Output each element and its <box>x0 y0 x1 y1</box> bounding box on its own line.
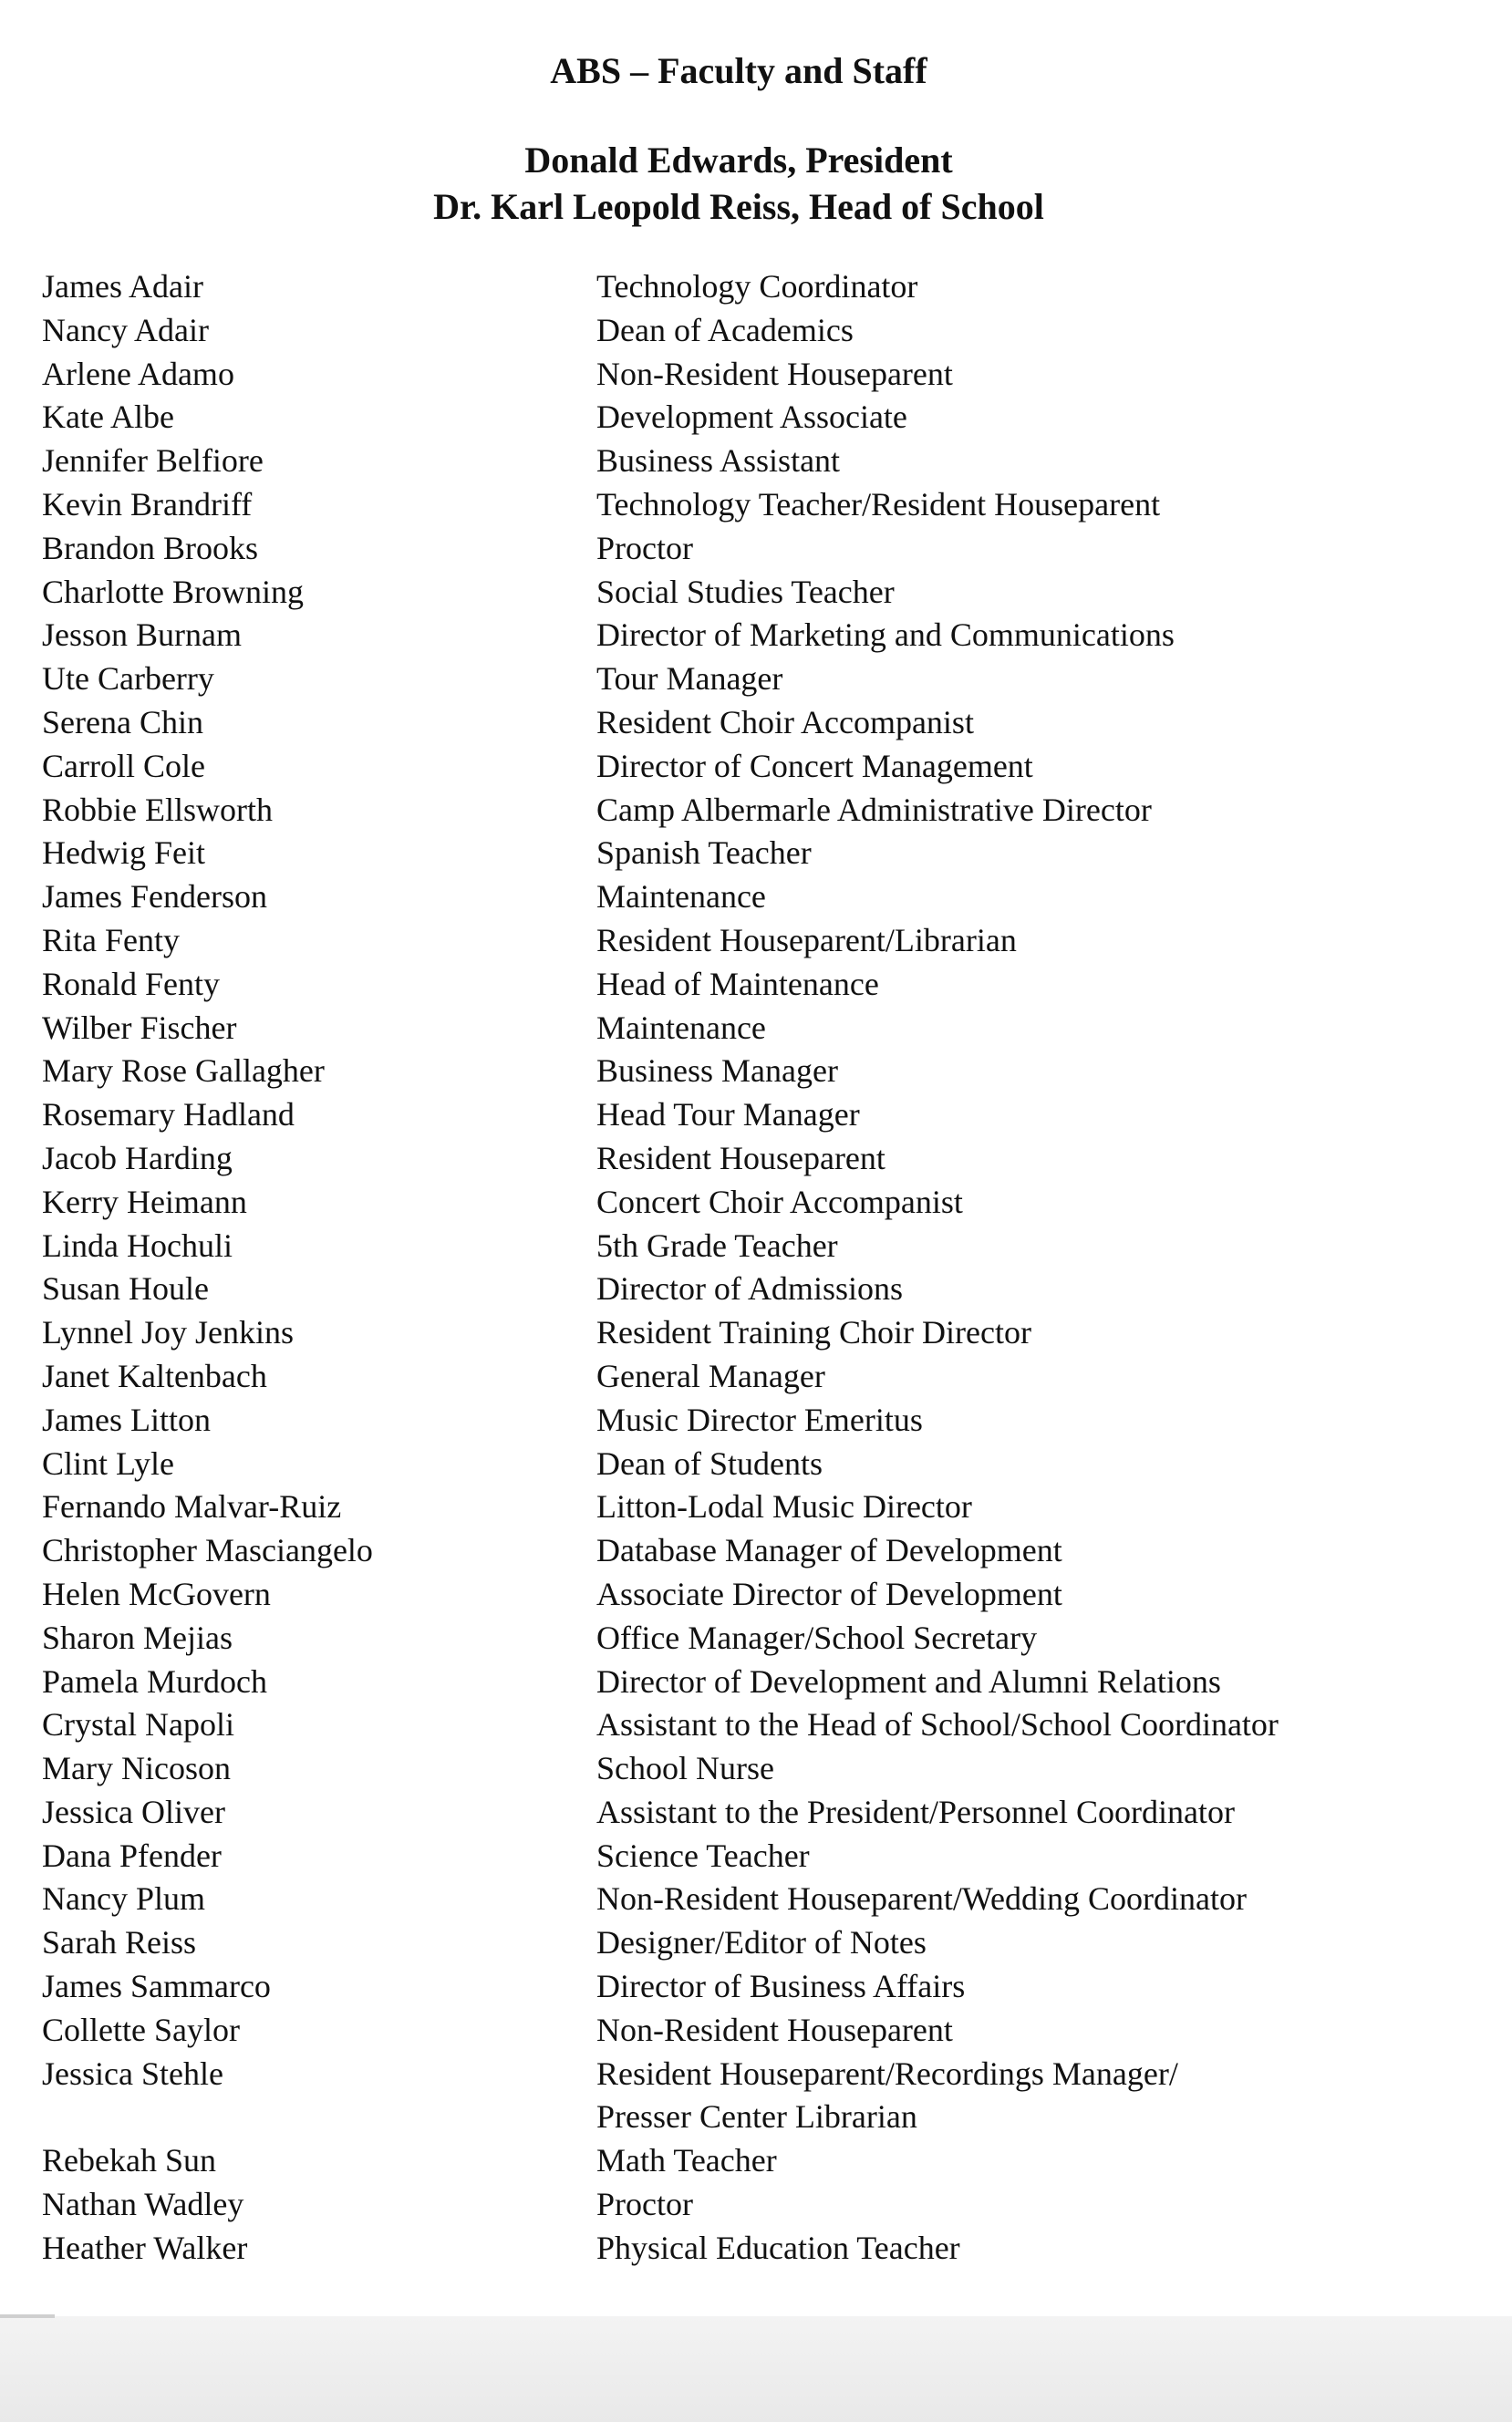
staff-role-line: Technology Coordinator <box>596 268 918 305</box>
staff-name: Jessica Stehle <box>42 2055 223 2092</box>
staff-row <box>42 1921 1465 1965</box>
staff-row <box>42 527 1465 571</box>
staff-row <box>42 1573 1465 1617</box>
staff-role-line: Dean of Academics <box>596 311 854 348</box>
staff-role <box>596 1617 1465 1661</box>
staff-role-line: Litton-Lodal Music Director <box>596 1488 972 1526</box>
staff-role <box>596 1747 1465 1791</box>
staff-name: Crystal Napoli <box>42 1706 234 1744</box>
staff-name: James Adair <box>42 268 203 305</box>
staff-row <box>42 1747 1465 1791</box>
staff-role-line: Director of Admissions <box>596 1270 903 1308</box>
staff-row <box>42 1661 1465 1704</box>
staff-row <box>42 396 1465 440</box>
staff-name: Sharon Mejias <box>42 1619 233 1656</box>
staff-row <box>42 1007 1465 1051</box>
staff-name: Kevin Brandriff <box>42 485 253 523</box>
staff-role-line: Business Manager <box>596 1052 838 1090</box>
staff-role <box>596 571 1465 615</box>
staff-role <box>596 265 1465 309</box>
staff-row <box>42 1443 1465 1486</box>
staff-row <box>42 483 1465 527</box>
staff-role <box>596 440 1465 483</box>
leadership-block <box>0 137 1477 230</box>
staff-row <box>42 2053 1465 2140</box>
staff-role-line: Maintenance <box>596 878 766 916</box>
staff-role <box>596 701 1465 745</box>
staff-role-line: Director of Concert Management <box>596 747 1033 784</box>
staff-role <box>596 2183 1465 2227</box>
staff-role <box>596 353 1465 397</box>
staff-role <box>596 483 1465 527</box>
staff-role-line: Math Teacher <box>596 2142 777 2179</box>
staff-role <box>596 614 1465 657</box>
staff-role <box>596 1137 1465 1181</box>
staff-role <box>596 527 1465 571</box>
staff-role <box>596 1443 1465 1486</box>
staff-row <box>42 1268 1465 1311</box>
staff-role <box>596 1007 1465 1051</box>
staff-row <box>42 701 1465 745</box>
staff-role <box>596 745 1465 789</box>
staff-name: Jesson Burnam <box>42 616 242 654</box>
staff-name: Robbie Ellsworth <box>42 791 273 828</box>
staff-name: Jessica Oliver <box>42 1793 225 1830</box>
staff-row <box>42 1225 1465 1268</box>
staff-role-line: Director of Marketing and Communications <box>596 616 1175 654</box>
staff-role <box>596 1399 1465 1443</box>
staff-name: Serena Chin <box>42 703 203 740</box>
staff-role-line: Tour Manager <box>596 660 783 698</box>
staff-role <box>596 2139 1465 2183</box>
staff-role-line: Concert Choir Accompanist <box>596 1183 963 1220</box>
staff-name: James Litton <box>42 1401 211 1438</box>
staff-role-line: Non-Resident Houseparent <box>596 2011 953 2048</box>
staff-role <box>596 309 1465 353</box>
staff-role <box>596 2227 1465 2271</box>
president-line: Donald Edwards, President <box>524 140 953 181</box>
staff-role <box>596 1050 1465 1093</box>
staff-name: Clint Lyle <box>42 1444 175 1482</box>
staff-name: Nancy Adair <box>42 311 209 348</box>
staff-row <box>42 657 1465 701</box>
staff-row <box>42 875 1465 919</box>
staff-role-line: Proctor <box>596 2186 693 2223</box>
staff-role-line: Assistant to the Head of School/School Coordinator <box>596 1706 1279 1744</box>
staff-name: Kerry Heimann <box>42 1183 247 1220</box>
staff-row <box>42 2227 1465 2271</box>
staff-role <box>596 1921 1465 1965</box>
staff-role-line: Presser Center Librarian <box>596 2098 917 2136</box>
staff-name: Susan Houle <box>42 1270 209 1308</box>
staff-name: Rebekah Sun <box>42 2142 216 2179</box>
staff-role <box>596 875 1465 919</box>
staff-row <box>42 919 1465 963</box>
staff-name: Lynnel Joy Jenkins <box>42 1314 294 1351</box>
staff-role <box>596 2009 1465 2053</box>
staff-role-line: General Manager <box>596 1357 825 1394</box>
staff-role-line: Resident Houseparent/Recordings Manager/ <box>596 2055 1178 2092</box>
staff-row <box>42 832 1465 875</box>
staff-role-line: Head of Maintenance <box>596 965 879 1002</box>
staff-name: James Sammarco <box>42 1968 271 2005</box>
staff-row <box>42 1355 1465 1399</box>
staff-name: Arlene Adamo <box>42 355 234 392</box>
staff-name: Collette Saylor <box>42 2011 240 2048</box>
staff-role-line: Assistant to the President/Personnel Coordinator <box>596 1793 1235 1830</box>
staff-role-line: Non-Resident Houseparent/Wedding Coordinator <box>596 1880 1247 1918</box>
staff-role-line: Maintenance <box>596 1009 766 1046</box>
staff-row <box>42 1835 1465 1879</box>
staff-row <box>42 1791 1465 1835</box>
staff-row <box>42 963 1465 1007</box>
staff-role-line: Non-Resident Houseparent <box>596 355 953 392</box>
scan-mark <box>0 2314 55 2318</box>
staff-row <box>42 789 1465 833</box>
staff-role-line: Science Teacher <box>596 1837 810 1874</box>
staff-row <box>42 1050 1465 1093</box>
staff-role-line: Camp Albermarle Administrative Director <box>596 791 1152 828</box>
staff-row <box>42 265 1465 309</box>
staff-row <box>42 353 1465 397</box>
staff-role <box>596 1661 1465 1704</box>
staff-name: Janet Kaltenbach <box>42 1357 267 1394</box>
staff-role-line: Database Manager of Development <box>596 1532 1062 1569</box>
staff-name: Ute Carberry <box>42 660 214 698</box>
staff-name: Jennifer Belfiore <box>42 442 264 480</box>
staff-role <box>596 1703 1465 1747</box>
staff-role-line: Resident Houseparent <box>596 1139 885 1176</box>
scan-border <box>0 2316 1512 2422</box>
staff-row <box>42 1529 1465 1573</box>
staff-role-line: Designer/Editor of Notes <box>596 1924 927 1961</box>
staff-role-line: Physical Education Teacher <box>596 2229 960 2266</box>
staff-name: James Fenderson <box>42 878 267 916</box>
staff-row <box>42 1093 1465 1137</box>
staff-row <box>42 1703 1465 1747</box>
staff-role-line: Dean of Students <box>596 1444 823 1482</box>
staff-name: Kate Albe <box>42 398 174 436</box>
staff-row <box>42 2183 1465 2227</box>
staff-row <box>42 2139 1465 2183</box>
staff-name: Jacob Harding <box>42 1139 233 1176</box>
staff-role-line: Business Assistant <box>596 442 841 480</box>
staff-role <box>596 396 1465 440</box>
staff-role <box>596 1311 1465 1355</box>
staff-name: Helen McGovern <box>42 1575 271 1612</box>
staff-row <box>42 745 1465 789</box>
staff-name: Linda Hochuli <box>42 1227 233 1264</box>
staff-name: Nancy Plum <box>42 1880 205 1918</box>
staff-role-line: Development Associate <box>596 398 907 436</box>
staff-role <box>596 1573 1465 1617</box>
staff-row <box>42 1878 1465 1921</box>
staff-row <box>42 309 1465 353</box>
staff-role-line: Office Manager/School Secretary <box>596 1619 1038 1656</box>
staff-role-line: Social Studies Teacher <box>596 573 895 610</box>
staff-name: Wilber Fischer <box>42 1009 237 1046</box>
staff-row <box>42 614 1465 657</box>
staff-role-line: Director of Development and Alumni Relations <box>596 1662 1221 1700</box>
staff-role-line: Technology Teacher/Resident Houseparent <box>596 485 1161 523</box>
staff-name: Nathan Wadley <box>42 2186 244 2223</box>
staff-role-line: School Nurse <box>596 1750 774 1787</box>
staff-name: Rita Fenty <box>42 921 180 958</box>
staff-role <box>596 789 1465 833</box>
staff-role <box>596 1878 1465 1921</box>
staff-role-line: Resident Choir Accompanist <box>596 703 974 740</box>
staff-role-line: Head Tour Manager <box>596 1096 860 1133</box>
staff-row <box>42 1485 1465 1529</box>
staff-role <box>596 1965 1465 2009</box>
staff-role <box>596 2053 1465 2140</box>
staff-row <box>42 1181 1465 1225</box>
staff-name: Sarah Reiss <box>42 1924 196 1961</box>
staff-name: Rosemary Hadland <box>42 1096 295 1133</box>
staff-row <box>42 1399 1465 1443</box>
staff-role <box>596 657 1465 701</box>
staff-row <box>42 440 1465 483</box>
staff-name: Dana Pfender <box>42 1837 222 1874</box>
staff-role-line: Resident Training Choir Director <box>596 1314 1031 1351</box>
staff-row <box>42 1137 1465 1181</box>
staff-role-line: 5th Grade Teacher <box>596 1227 838 1264</box>
staff-role <box>596 1791 1465 1835</box>
staff-row <box>42 1311 1465 1355</box>
staff-role <box>596 963 1465 1007</box>
staff-name: Mary Nicoson <box>42 1750 231 1787</box>
staff-role <box>596 1225 1465 1268</box>
staff-row <box>42 1617 1465 1661</box>
staff-name: Hedwig Feit <box>42 834 205 872</box>
staff-row <box>42 571 1465 615</box>
staff-row <box>42 1965 1465 2009</box>
head-of-school-line: Dr. Karl Leopold Reiss, Head of School <box>433 186 1044 227</box>
staff-role-line: Associate Director of Development <box>596 1575 1062 1612</box>
staff-role <box>596 1355 1465 1399</box>
staff-list <box>42 265 1465 2271</box>
staff-role <box>596 919 1465 963</box>
staff-row <box>42 2009 1465 2053</box>
staff-name: Christopher Masciangelo <box>42 1532 373 1569</box>
staff-role <box>596 1268 1465 1311</box>
page-title: ABS – Faculty and Staff <box>550 50 927 91</box>
staff-role <box>596 832 1465 875</box>
staff-role-line: Resident Houseparent/Librarian <box>596 921 1017 958</box>
staff-role <box>596 1529 1465 1573</box>
staff-role <box>596 1093 1465 1137</box>
staff-role-line: Music Director Emeritus <box>596 1401 923 1438</box>
staff-name: Brandon Brooks <box>42 529 258 566</box>
staff-name: Pamela Murdoch <box>42 1662 267 1700</box>
staff-name: Carroll Cole <box>42 747 205 784</box>
staff-role <box>596 1181 1465 1225</box>
staff-name: Mary Rose Gallagher <box>42 1052 325 1090</box>
staff-role <box>596 1485 1465 1529</box>
staff-role <box>596 1835 1465 1879</box>
staff-name: Ronald Fenty <box>42 965 220 1002</box>
staff-name: Fernando Malvar-Ruiz <box>42 1488 342 1526</box>
staff-role-line: Proctor <box>596 529 693 566</box>
staff-role-line: Director of Business Affairs <box>596 1968 966 2005</box>
staff-role-line: Spanish Teacher <box>596 834 812 872</box>
staff-name: Heather Walker <box>42 2229 248 2266</box>
staff-name: Charlotte Browning <box>42 573 304 610</box>
